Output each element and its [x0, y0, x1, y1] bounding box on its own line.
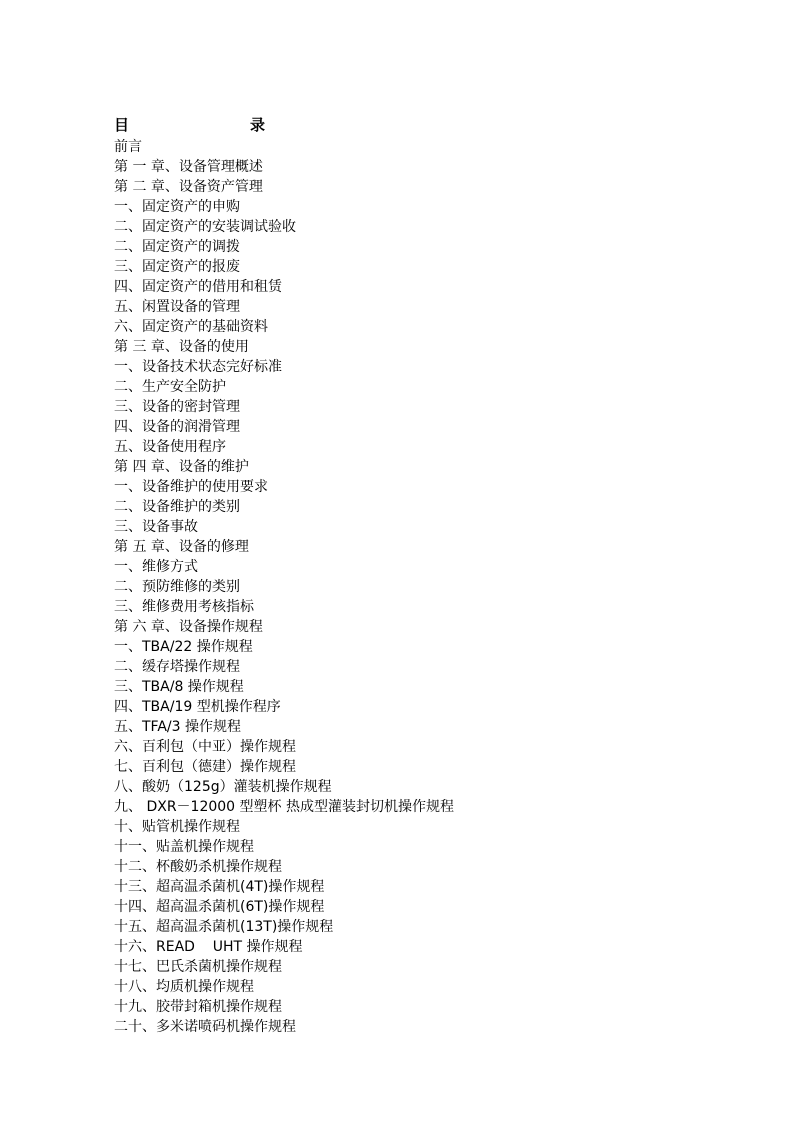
toc-entry: 七、百利包（德建）操作规程: [114, 759, 296, 775]
toc-entry: 十四、超高温杀菌机(6T)操作规程: [114, 899, 325, 915]
toc-entry: 一、固定资产的申购: [114, 199, 240, 215]
toc-entry: 一、设备技术状态完好标准: [114, 359, 282, 375]
toc-entry: 二、设备维护的类别: [114, 499, 240, 515]
table-of-contents: [114, 137, 754, 1037]
toc-entry: 五、设备使用程序: [114, 439, 226, 455]
toc-entry: 三、维修费用考核指标: [114, 599, 254, 615]
toc-entry: 第 四 章、设备的维护: [114, 459, 249, 475]
toc-title-left: 目: [114, 116, 130, 134]
toc-entry: 十七、巴氏杀菌机操作规程: [114, 959, 282, 975]
toc-entry: 十九、胶带封箱机操作规程: [114, 999, 282, 1015]
toc-entry: 前言: [114, 139, 142, 155]
toc-entry: 第 三 章、设备的使用: [114, 339, 249, 355]
toc-entry: 十六、READ UHT 操作规程: [114, 939, 303, 955]
toc-entry: 四、TBA/19 型机操作程序: [114, 699, 281, 715]
toc-entry: 十二、杯酸奶杀机操作规程: [114, 859, 282, 875]
toc-title: [114, 115, 284, 135]
toc-entry: 九、 DXR－12000 型塑杯 热成型灌装封切机操作规程: [114, 799, 454, 815]
toc-entry: 一、维修方式: [114, 559, 198, 575]
toc-entry: 二、预防维修的类别: [114, 579, 240, 595]
toc-title-right: 录: [250, 116, 266, 134]
toc-entry: 十五、超高温杀菌机(13T)操作规程: [114, 919, 334, 935]
toc-entry: 十一、贴盖机操作规程: [114, 839, 254, 855]
toc-entry: 二、生产安全防护: [114, 379, 226, 395]
toc-entry: 二、固定资产的安装调试验收: [114, 219, 296, 235]
toc-entry: 第 二 章、设备资产管理: [114, 179, 263, 195]
toc-entry: 四、固定资产的借用和租赁: [114, 279, 282, 295]
toc-entry: 三、设备的密封管理: [114, 399, 240, 415]
toc-entry: 十八、均质机操作规程: [114, 979, 254, 995]
toc-entry: 一、设备维护的使用要求: [114, 479, 268, 495]
toc-entry: 五、闲置设备的管理: [114, 299, 240, 315]
toc-entry: 二、固定资产的调拨: [114, 239, 240, 255]
toc-entry: 六、百利包（中亚）操作规程: [114, 739, 296, 755]
toc-entry: 一、TBA/22 操作规程: [114, 639, 253, 655]
toc-entry: 第 五 章、设备的修理: [114, 539, 249, 555]
toc-entry: 三、固定资产的报废: [114, 259, 240, 275]
toc-entry: 六、固定资产的基础资料: [114, 319, 268, 335]
toc-entry: 八、酸奶（125g）灌装机操作规程: [114, 779, 332, 795]
toc-entry: 五、TFA/3 操作规程: [114, 719, 241, 735]
toc-entry: 四、设备的润滑管理: [114, 419, 240, 435]
toc-entry: 十、贴管机操作规程: [114, 819, 240, 835]
toc-entry: 第 六 章、设备操作规程: [114, 619, 263, 635]
toc-entry: 二十、多米诺喷码机操作规程: [114, 1019, 296, 1035]
toc-entry: 三、设备事故: [114, 519, 198, 535]
toc-entry: 十三、超高温杀菌机(4T)操作规程: [114, 879, 325, 895]
toc-entry: 三、TBA/8 操作规程: [114, 679, 244, 695]
toc-entry: 第 一 章、设备管理概述: [114, 159, 263, 175]
toc-entry: 二、缓存塔操作规程: [114, 659, 240, 675]
